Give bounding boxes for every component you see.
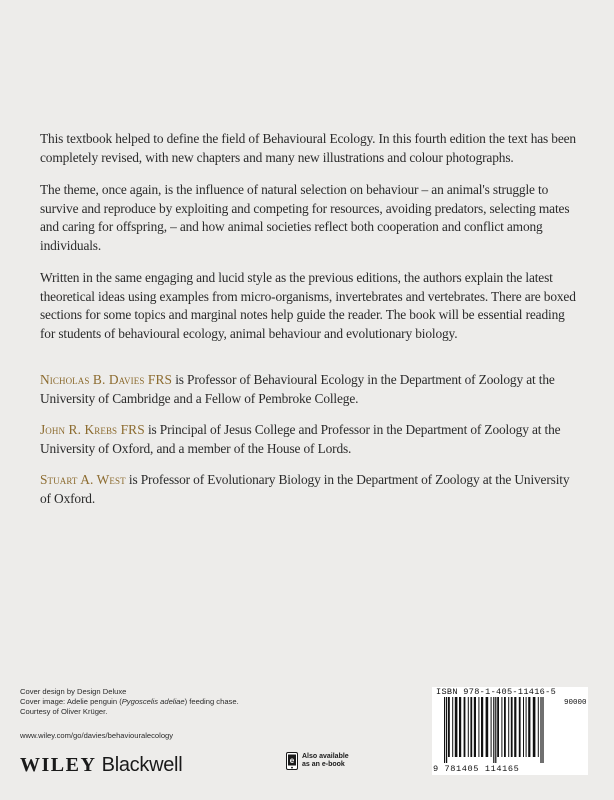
author-bio-davies — [40, 371, 580, 408]
blurb-paragraph-1: This textbook helped to define the field of Behavioural Ecology. In this fourth edition the text has been completely revised, with new chapters and many new illustrations and colour photographs. — [40, 131, 576, 165]
author-bio-krebs — [40, 421, 580, 458]
publisher-logo — [20, 754, 182, 777]
author-description: is Professor of Evolutionary Biology in the Department of Zoology at the University of Oxford. — [40, 472, 570, 506]
author-bio-west — [40, 471, 580, 508]
author-name: Nicholas B. Davies FRS — [40, 372, 173, 387]
author-bios — [40, 371, 580, 521]
author-name: John R. Krebs FRS — [40, 422, 145, 437]
back-cover-blurb — [40, 130, 580, 357]
price-code: 90000 — [564, 699, 587, 707]
author-description: is Principal of Jesus College and Professor in the Department of Zoology at the University of Oxford, and a member of the House of Lords. — [40, 422, 561, 456]
isbn-barcode — [440, 697, 586, 765]
cover-design-credit: Cover design by Design Deluxe — [20, 687, 127, 696]
author-name: Stuart A. West — [40, 472, 126, 487]
ebook-notice — [286, 752, 354, 770]
svg-text:e: e — [289, 756, 295, 765]
isbn-number: ISBN 978-1-405-11416-5 — [436, 687, 557, 697]
author-description: is Professor of Behavioural Ecology in the Department of Zoology at the University of Cambridge and a Fellow of Pembroke College. — [40, 372, 555, 406]
blurb-paragraph-3: Written in the same engaging and lucid style as the previous editions, the authors explain the latest theoretical ideas using examples from micro-organisms, invertebrates and vertebrates. There are boxed sections for some topics and marginal notes help guide the reader. The book will be essential reading for students of behavioural ecology, animal behaviour and evolutionary biology. — [40, 270, 576, 341]
species-name: Pygoscelis adeliae — [121, 697, 185, 707]
ean-digits: 9 781405 114165 — [433, 764, 520, 774]
wiley-wordmark: WILEY — [20, 754, 97, 776]
ebook-label: Also available as an e-book — [302, 752, 349, 768]
cover-image-credit: Cover image: Adelie penguin (Pygoscelis adeliae) feeding chase. — [20, 697, 239, 707]
courtesy-credit: Courtesy of Oliver Krüger. — [20, 707, 108, 717]
blackwell-wordmark: Blackwell — [101, 754, 183, 776]
cover-credits — [20, 687, 320, 718]
blurb-paragraph-2: The theme, once again, is the influence of natural selection on behaviour – an animal's struggle to survive and reproduce by exploiting and competing for resources, avoiding predators, selecting mates and caring for offspring, – and how animal societies reflect both cooperation and conflict among individuals. — [40, 182, 570, 253]
companion-website: www.wiley.com/go/davies/behaviouralecology — [20, 731, 174, 740]
ebook-icon — [286, 752, 298, 770]
